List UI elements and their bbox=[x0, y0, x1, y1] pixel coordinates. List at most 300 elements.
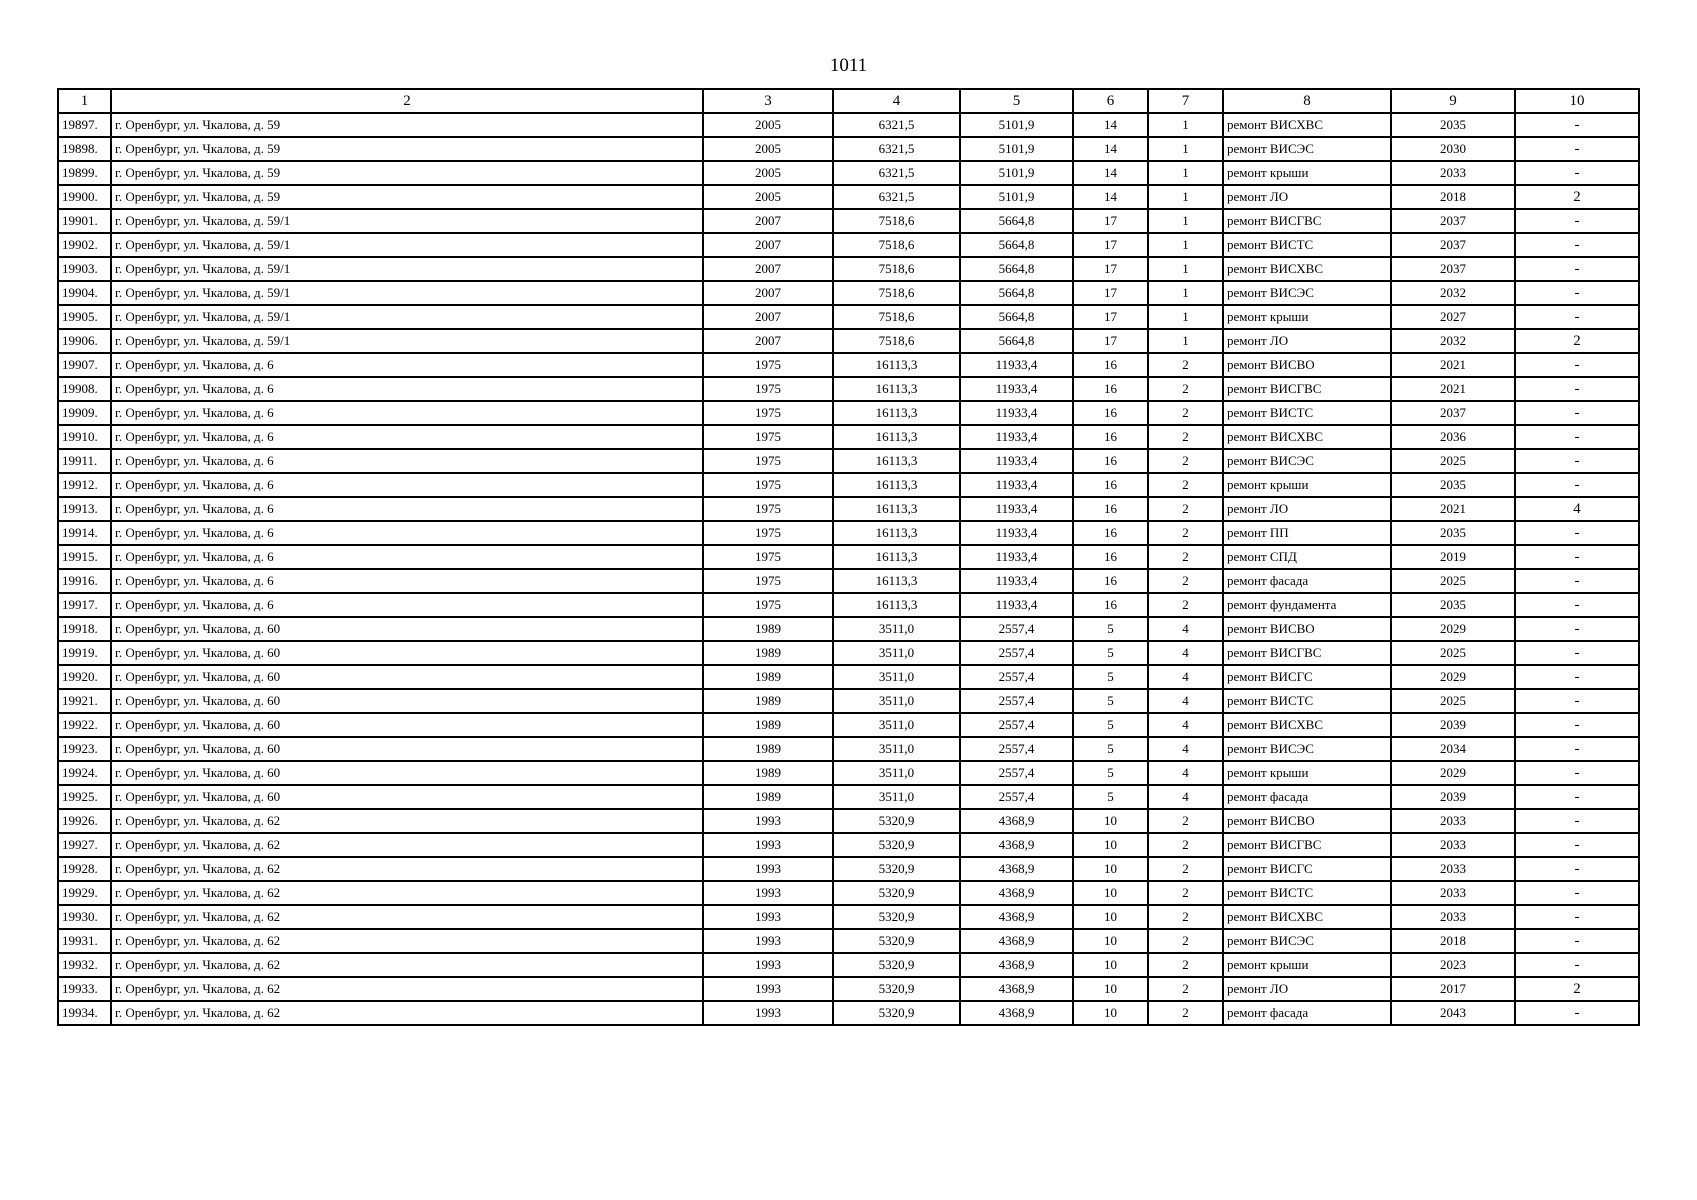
unit-count-cell: - bbox=[1515, 113, 1639, 137]
total-area-cell: 5320,9 bbox=[833, 881, 960, 905]
year-built-cell: 1975 bbox=[703, 449, 833, 473]
living-area-cell: 2557,4 bbox=[960, 761, 1073, 785]
unit-count-cell: - bbox=[1515, 161, 1639, 185]
living-area-cell: 11933,4 bbox=[960, 593, 1073, 617]
total-area-cell: 16113,3 bbox=[833, 377, 960, 401]
entrances-cell: 2 bbox=[1148, 929, 1223, 953]
floors-cell: 16 bbox=[1073, 545, 1148, 569]
total-area-cell: 16113,3 bbox=[833, 497, 960, 521]
row-number-cell: 19900. bbox=[58, 185, 111, 209]
living-area-cell: 5664,8 bbox=[960, 305, 1073, 329]
year-built-cell: 2005 bbox=[703, 185, 833, 209]
planned-year-cell: 2033 bbox=[1391, 881, 1515, 905]
table-row bbox=[58, 137, 1639, 161]
row-number-cell: 19933. bbox=[58, 977, 111, 1001]
table-row bbox=[58, 329, 1639, 353]
entrances-cell: 2 bbox=[1148, 401, 1223, 425]
table-row bbox=[58, 209, 1639, 233]
work-type-cell: ремонт крыши bbox=[1223, 953, 1391, 977]
total-area-cell: 16113,3 bbox=[833, 569, 960, 593]
row-number-cell: 19921. bbox=[58, 689, 111, 713]
address-cell: г. Оренбург, ул. Чкалова, д. 60 bbox=[111, 665, 703, 689]
work-type-cell: ремонт ВИСТС bbox=[1223, 689, 1391, 713]
planned-year-cell: 2036 bbox=[1391, 425, 1515, 449]
entrances-cell: 2 bbox=[1148, 881, 1223, 905]
table-row bbox=[58, 449, 1639, 473]
year-built-cell: 2005 bbox=[703, 161, 833, 185]
entrances-cell: 1 bbox=[1148, 209, 1223, 233]
total-area-cell: 7518,6 bbox=[833, 281, 960, 305]
column-header: 1 bbox=[58, 89, 111, 113]
planned-year-cell: 2017 bbox=[1391, 977, 1515, 1001]
work-type-cell: ремонт ВИСГВС bbox=[1223, 377, 1391, 401]
row-number-cell: 19898. bbox=[58, 137, 111, 161]
row-number-cell: 19906. bbox=[58, 329, 111, 353]
year-built-cell: 1975 bbox=[703, 497, 833, 521]
floors-cell: 5 bbox=[1073, 761, 1148, 785]
table-header-row bbox=[58, 89, 1639, 113]
row-number-cell: 19924. bbox=[58, 761, 111, 785]
entrances-cell: 2 bbox=[1148, 1001, 1223, 1025]
address-cell: г. Оренбург, ул. Чкалова, д. 62 bbox=[111, 953, 703, 977]
row-number-cell: 19926. bbox=[58, 809, 111, 833]
total-area-cell: 16113,3 bbox=[833, 593, 960, 617]
floors-cell: 5 bbox=[1073, 617, 1148, 641]
floors-cell: 16 bbox=[1073, 401, 1148, 425]
table-row bbox=[58, 689, 1639, 713]
entrances-cell: 1 bbox=[1148, 305, 1223, 329]
living-area-cell: 5101,9 bbox=[960, 137, 1073, 161]
work-type-cell: ремонт крыши bbox=[1223, 473, 1391, 497]
work-type-cell: ремонт ВИСГС bbox=[1223, 857, 1391, 881]
address-cell: г. Оренбург, ул. Чкалова, д. 6 bbox=[111, 521, 703, 545]
floors-cell: 17 bbox=[1073, 329, 1148, 353]
unit-count-cell: - bbox=[1515, 1001, 1639, 1025]
total-area-cell: 16113,3 bbox=[833, 425, 960, 449]
planned-year-cell: 2029 bbox=[1391, 761, 1515, 785]
floors-cell: 10 bbox=[1073, 1001, 1148, 1025]
table-row bbox=[58, 425, 1639, 449]
living-area-cell: 11933,4 bbox=[960, 425, 1073, 449]
unit-count-cell: - bbox=[1515, 905, 1639, 929]
work-type-cell: ремонт фасада bbox=[1223, 1001, 1391, 1025]
entrances-cell: 2 bbox=[1148, 473, 1223, 497]
address-cell: г. Оренбург, ул. Чкалова, д. 60 bbox=[111, 689, 703, 713]
table-row bbox=[58, 785, 1639, 809]
row-number-cell: 19902. bbox=[58, 233, 111, 257]
living-area-cell: 4368,9 bbox=[960, 953, 1073, 977]
planned-year-cell: 2025 bbox=[1391, 641, 1515, 665]
work-type-cell: ремонт ЛО bbox=[1223, 497, 1391, 521]
address-cell: г. Оренбург, ул. Чкалова, д. 62 bbox=[111, 857, 703, 881]
unit-count-cell: - bbox=[1515, 233, 1639, 257]
planned-year-cell: 2037 bbox=[1391, 233, 1515, 257]
entrances-cell: 4 bbox=[1148, 761, 1223, 785]
total-area-cell: 5320,9 bbox=[833, 953, 960, 977]
planned-year-cell: 2033 bbox=[1391, 161, 1515, 185]
total-area-cell: 5320,9 bbox=[833, 905, 960, 929]
living-area-cell: 4368,9 bbox=[960, 1001, 1073, 1025]
column-header: 5 bbox=[960, 89, 1073, 113]
address-cell: г. Оренбург, ул. Чкалова, д. 6 bbox=[111, 545, 703, 569]
table-row bbox=[58, 977, 1639, 1001]
total-area-cell: 5320,9 bbox=[833, 977, 960, 1001]
row-number-cell: 19907. bbox=[58, 353, 111, 377]
planned-year-cell: 2032 bbox=[1391, 329, 1515, 353]
living-area-cell: 5664,8 bbox=[960, 233, 1073, 257]
address-cell: г. Оренбург, ул. Чкалова, д. 59 bbox=[111, 161, 703, 185]
living-area-cell: 2557,4 bbox=[960, 713, 1073, 737]
work-type-cell: ремонт ВИСГВС bbox=[1223, 209, 1391, 233]
column-header: 7 bbox=[1148, 89, 1223, 113]
year-built-cell: 1993 bbox=[703, 833, 833, 857]
living-area-cell: 11933,4 bbox=[960, 377, 1073, 401]
unit-count-cell: - bbox=[1515, 641, 1639, 665]
address-cell: г. Оренбург, ул. Чкалова, д. 59 bbox=[111, 113, 703, 137]
planned-year-cell: 2039 bbox=[1391, 713, 1515, 737]
entrances-cell: 2 bbox=[1148, 545, 1223, 569]
living-area-cell: 2557,4 bbox=[960, 665, 1073, 689]
page-number: 1011 bbox=[829, 55, 868, 76]
work-type-cell: ремонт ВИСХВС bbox=[1223, 257, 1391, 281]
total-area-cell: 16113,3 bbox=[833, 473, 960, 497]
row-number-cell: 19914. bbox=[58, 521, 111, 545]
floors-cell: 17 bbox=[1073, 305, 1148, 329]
table-row bbox=[58, 257, 1639, 281]
row-number-cell: 19913. bbox=[58, 497, 111, 521]
row-number-cell: 19934. bbox=[58, 1001, 111, 1025]
row-number-cell: 19927. bbox=[58, 833, 111, 857]
column-header: 4 bbox=[833, 89, 960, 113]
living-area-cell: 11933,4 bbox=[960, 401, 1073, 425]
year-built-cell: 1975 bbox=[703, 473, 833, 497]
unit-count-cell: - bbox=[1515, 737, 1639, 761]
work-type-cell: ремонт ВИСГВС bbox=[1223, 641, 1391, 665]
year-built-cell: 1989 bbox=[703, 665, 833, 689]
work-type-cell: ремонт ВИСХВС bbox=[1223, 425, 1391, 449]
living-area-cell: 4368,9 bbox=[960, 929, 1073, 953]
unit-count-cell: - bbox=[1515, 449, 1639, 473]
living-area-cell: 5101,9 bbox=[960, 113, 1073, 137]
year-built-cell: 2007 bbox=[703, 281, 833, 305]
planned-year-cell: 2029 bbox=[1391, 617, 1515, 641]
address-cell: г. Оренбург, ул. Чкалова, д. 60 bbox=[111, 737, 703, 761]
total-area-cell: 5320,9 bbox=[833, 833, 960, 857]
work-type-cell: ремонт крыши bbox=[1223, 305, 1391, 329]
table-row bbox=[58, 593, 1639, 617]
row-number-cell: 19920. bbox=[58, 665, 111, 689]
year-built-cell: 2007 bbox=[703, 233, 833, 257]
year-built-cell: 1989 bbox=[703, 761, 833, 785]
year-built-cell: 1975 bbox=[703, 545, 833, 569]
address-cell: г. Оренбург, ул. Чкалова, д. 6 bbox=[111, 593, 703, 617]
unit-count-cell: - bbox=[1515, 209, 1639, 233]
year-built-cell: 1975 bbox=[703, 425, 833, 449]
entrances-cell: 4 bbox=[1148, 689, 1223, 713]
entrances-cell: 2 bbox=[1148, 353, 1223, 377]
table-row bbox=[58, 713, 1639, 737]
planned-year-cell: 2032 bbox=[1391, 281, 1515, 305]
unit-count-cell: - bbox=[1515, 593, 1639, 617]
entrances-cell: 2 bbox=[1148, 449, 1223, 473]
planned-year-cell: 2021 bbox=[1391, 377, 1515, 401]
entrances-cell: 1 bbox=[1148, 233, 1223, 257]
address-cell: г. Оренбург, ул. Чкалова, д. 6 bbox=[111, 377, 703, 401]
floors-cell: 14 bbox=[1073, 113, 1148, 137]
planned-year-cell: 2034 bbox=[1391, 737, 1515, 761]
planned-year-cell: 2021 bbox=[1391, 353, 1515, 377]
entrances-cell: 2 bbox=[1148, 833, 1223, 857]
total-area-cell: 16113,3 bbox=[833, 449, 960, 473]
floors-cell: 5 bbox=[1073, 665, 1148, 689]
total-area-cell: 3511,0 bbox=[833, 785, 960, 809]
total-area-cell: 3511,0 bbox=[833, 641, 960, 665]
entrances-cell: 1 bbox=[1148, 185, 1223, 209]
table-row bbox=[58, 881, 1639, 905]
row-number-cell: 19904. bbox=[58, 281, 111, 305]
address-cell: г. Оренбург, ул. Чкалова, д. 62 bbox=[111, 833, 703, 857]
unit-count-cell: - bbox=[1515, 257, 1639, 281]
table-row bbox=[58, 473, 1639, 497]
entrances-cell: 2 bbox=[1148, 569, 1223, 593]
entrances-cell: 2 bbox=[1148, 425, 1223, 449]
column-header: 6 bbox=[1073, 89, 1148, 113]
living-area-cell: 4368,9 bbox=[960, 833, 1073, 857]
entrances-cell: 4 bbox=[1148, 665, 1223, 689]
work-type-cell: ремонт ВИСГС bbox=[1223, 665, 1391, 689]
living-area-cell: 11933,4 bbox=[960, 449, 1073, 473]
table-row bbox=[58, 281, 1639, 305]
table-row bbox=[58, 185, 1639, 209]
year-built-cell: 2007 bbox=[703, 305, 833, 329]
year-built-cell: 1989 bbox=[703, 689, 833, 713]
living-area-cell: 11933,4 bbox=[960, 497, 1073, 521]
planned-year-cell: 2033 bbox=[1391, 905, 1515, 929]
entrances-cell: 1 bbox=[1148, 113, 1223, 137]
address-cell: г. Оренбург, ул. Чкалова, д. 62 bbox=[111, 929, 703, 953]
unit-count-cell: - bbox=[1515, 473, 1639, 497]
floors-cell: 10 bbox=[1073, 977, 1148, 1001]
table-row bbox=[58, 1001, 1639, 1025]
column-header: 3 bbox=[703, 89, 833, 113]
planned-year-cell: 2023 bbox=[1391, 953, 1515, 977]
address-cell: г. Оренбург, ул. Чкалова, д. 62 bbox=[111, 905, 703, 929]
total-area-cell: 16113,3 bbox=[833, 353, 960, 377]
entrances-cell: 2 bbox=[1148, 521, 1223, 545]
entrances-cell: 2 bbox=[1148, 857, 1223, 881]
row-number-cell: 19903. bbox=[58, 257, 111, 281]
unit-count-cell: - bbox=[1515, 401, 1639, 425]
year-built-cell: 1975 bbox=[703, 593, 833, 617]
year-built-cell: 2007 bbox=[703, 209, 833, 233]
planned-year-cell: 2018 bbox=[1391, 185, 1515, 209]
total-area-cell: 7518,6 bbox=[833, 233, 960, 257]
unit-count-cell: - bbox=[1515, 929, 1639, 953]
entrances-cell: 4 bbox=[1148, 713, 1223, 737]
entrances-cell: 1 bbox=[1148, 329, 1223, 353]
row-number-cell: 19931. bbox=[58, 929, 111, 953]
year-built-cell: 1975 bbox=[703, 569, 833, 593]
total-area-cell: 16113,3 bbox=[833, 545, 960, 569]
address-cell: г. Оренбург, ул. Чкалова, д. 60 bbox=[111, 713, 703, 737]
year-built-cell: 2007 bbox=[703, 329, 833, 353]
unit-count-cell: - bbox=[1515, 953, 1639, 977]
total-area-cell: 7518,6 bbox=[833, 305, 960, 329]
living-area-cell: 11933,4 bbox=[960, 353, 1073, 377]
floors-cell: 16 bbox=[1073, 377, 1148, 401]
floors-cell: 10 bbox=[1073, 953, 1148, 977]
floors-cell: 10 bbox=[1073, 857, 1148, 881]
table-row bbox=[58, 905, 1639, 929]
row-number-cell: 19899. bbox=[58, 161, 111, 185]
year-built-cell: 1993 bbox=[703, 953, 833, 977]
table-row bbox=[58, 617, 1639, 641]
table-row bbox=[58, 113, 1639, 137]
unit-count-cell: 4 bbox=[1515, 497, 1639, 521]
living-area-cell: 4368,9 bbox=[960, 857, 1073, 881]
work-type-cell: ремонт ПП bbox=[1223, 521, 1391, 545]
total-area-cell: 16113,3 bbox=[833, 401, 960, 425]
floors-cell: 16 bbox=[1073, 353, 1148, 377]
repair-schedule-table bbox=[57, 88, 1640, 1026]
row-number-cell: 19915. bbox=[58, 545, 111, 569]
year-built-cell: 1989 bbox=[703, 785, 833, 809]
work-type-cell: ремонт ЛО bbox=[1223, 329, 1391, 353]
year-built-cell: 1975 bbox=[703, 353, 833, 377]
planned-year-cell: 2025 bbox=[1391, 689, 1515, 713]
unit-count-cell: - bbox=[1515, 761, 1639, 785]
floors-cell: 5 bbox=[1073, 737, 1148, 761]
row-number-cell: 19908. bbox=[58, 377, 111, 401]
floors-cell: 16 bbox=[1073, 473, 1148, 497]
planned-year-cell: 2027 bbox=[1391, 305, 1515, 329]
row-number-cell: 19901. bbox=[58, 209, 111, 233]
unit-count-cell: - bbox=[1515, 857, 1639, 881]
work-type-cell: ремонт фундамента bbox=[1223, 593, 1391, 617]
work-type-cell: ремонт ВИСТС bbox=[1223, 881, 1391, 905]
table-row bbox=[58, 665, 1639, 689]
planned-year-cell: 2037 bbox=[1391, 257, 1515, 281]
address-cell: г. Оренбург, ул. Чкалова, д. 60 bbox=[111, 617, 703, 641]
living-area-cell: 4368,9 bbox=[960, 977, 1073, 1001]
entrances-cell: 4 bbox=[1148, 641, 1223, 665]
living-area-cell: 2557,4 bbox=[960, 785, 1073, 809]
year-built-cell: 2007 bbox=[703, 257, 833, 281]
row-number-cell: 19909. bbox=[58, 401, 111, 425]
address-cell: г. Оренбург, ул. Чкалова, д. 6 bbox=[111, 497, 703, 521]
planned-year-cell: 2039 bbox=[1391, 785, 1515, 809]
table-row bbox=[58, 353, 1639, 377]
table-row bbox=[58, 569, 1639, 593]
planned-year-cell: 2025 bbox=[1391, 449, 1515, 473]
floors-cell: 17 bbox=[1073, 209, 1148, 233]
total-area-cell: 7518,6 bbox=[833, 329, 960, 353]
entrances-cell: 1 bbox=[1148, 137, 1223, 161]
unit-count-cell: - bbox=[1515, 545, 1639, 569]
column-header: 9 bbox=[1391, 89, 1515, 113]
living-area-cell: 5664,8 bbox=[960, 257, 1073, 281]
total-area-cell: 6321,5 bbox=[833, 137, 960, 161]
column-header: 8 bbox=[1223, 89, 1391, 113]
row-number-cell: 19916. bbox=[58, 569, 111, 593]
address-cell: г. Оренбург, ул. Чкалова, д. 59/1 bbox=[111, 257, 703, 281]
address-cell: г. Оренбург, ул. Чкалова, д. 59 bbox=[111, 185, 703, 209]
floors-cell: 10 bbox=[1073, 929, 1148, 953]
total-area-cell: 3511,0 bbox=[833, 689, 960, 713]
living-area-cell: 11933,4 bbox=[960, 521, 1073, 545]
work-type-cell: ремонт ВИСЭС bbox=[1223, 137, 1391, 161]
living-area-cell: 4368,9 bbox=[960, 881, 1073, 905]
row-number-cell: 19932. bbox=[58, 953, 111, 977]
living-area-cell: 2557,4 bbox=[960, 737, 1073, 761]
work-type-cell: ремонт ВИСТС bbox=[1223, 401, 1391, 425]
entrances-cell: 1 bbox=[1148, 257, 1223, 281]
address-cell: г. Оренбург, ул. Чкалова, д. 6 bbox=[111, 569, 703, 593]
work-type-cell: ремонт ВИСХВС bbox=[1223, 905, 1391, 929]
total-area-cell: 3511,0 bbox=[833, 713, 960, 737]
work-type-cell: ремонт ВИСЭС bbox=[1223, 929, 1391, 953]
work-type-cell: ремонт ВИСХВС bbox=[1223, 713, 1391, 737]
row-number-cell: 19912. bbox=[58, 473, 111, 497]
year-built-cell: 1993 bbox=[703, 809, 833, 833]
row-number-cell: 19917. bbox=[58, 593, 111, 617]
living-area-cell: 4368,9 bbox=[960, 905, 1073, 929]
floors-cell: 5 bbox=[1073, 641, 1148, 665]
table-row bbox=[58, 233, 1639, 257]
address-cell: г. Оренбург, ул. Чкалова, д. 62 bbox=[111, 1001, 703, 1025]
floors-cell: 16 bbox=[1073, 449, 1148, 473]
address-cell: г. Оренбург, ул. Чкалова, д. 6 bbox=[111, 425, 703, 449]
year-built-cell: 1993 bbox=[703, 977, 833, 1001]
entrances-cell: 1 bbox=[1148, 161, 1223, 185]
entrances-cell: 2 bbox=[1148, 905, 1223, 929]
planned-year-cell: 2033 bbox=[1391, 809, 1515, 833]
address-cell: г. Оренбург, ул. Чкалова, д. 59/1 bbox=[111, 329, 703, 353]
table-row bbox=[58, 161, 1639, 185]
entrances-cell: 2 bbox=[1148, 593, 1223, 617]
table-row bbox=[58, 401, 1639, 425]
work-type-cell: ремонт ВИСВО bbox=[1223, 809, 1391, 833]
total-area-cell: 16113,3 bbox=[833, 521, 960, 545]
planned-year-cell: 2033 bbox=[1391, 833, 1515, 857]
living-area-cell: 2557,4 bbox=[960, 641, 1073, 665]
table-row bbox=[58, 929, 1639, 953]
row-number-cell: 19905. bbox=[58, 305, 111, 329]
year-built-cell: 1993 bbox=[703, 1001, 833, 1025]
total-area-cell: 5320,9 bbox=[833, 857, 960, 881]
entrances-cell: 2 bbox=[1148, 809, 1223, 833]
floors-cell: 17 bbox=[1073, 281, 1148, 305]
table-row bbox=[58, 809, 1639, 833]
address-cell: г. Оренбург, ул. Чкалова, д. 62 bbox=[111, 881, 703, 905]
entrances-cell: 2 bbox=[1148, 953, 1223, 977]
planned-year-cell: 2035 bbox=[1391, 521, 1515, 545]
address-cell: г. Оренбург, ул. Чкалова, д. 60 bbox=[111, 641, 703, 665]
year-built-cell: 1993 bbox=[703, 881, 833, 905]
floors-cell: 14 bbox=[1073, 161, 1148, 185]
table-row bbox=[58, 737, 1639, 761]
planned-year-cell: 2025 bbox=[1391, 569, 1515, 593]
row-number-cell: 19897. bbox=[58, 113, 111, 137]
work-type-cell: ремонт ЛО bbox=[1223, 977, 1391, 1001]
address-cell: г. Оренбург, ул. Чкалова, д. 6 bbox=[111, 353, 703, 377]
work-type-cell: ремонт ВИСЭС bbox=[1223, 281, 1391, 305]
unit-count-cell: - bbox=[1515, 665, 1639, 689]
work-type-cell: ремонт фасада bbox=[1223, 785, 1391, 809]
unit-count-cell: - bbox=[1515, 521, 1639, 545]
unit-count-cell: - bbox=[1515, 617, 1639, 641]
total-area-cell: 7518,6 bbox=[833, 209, 960, 233]
